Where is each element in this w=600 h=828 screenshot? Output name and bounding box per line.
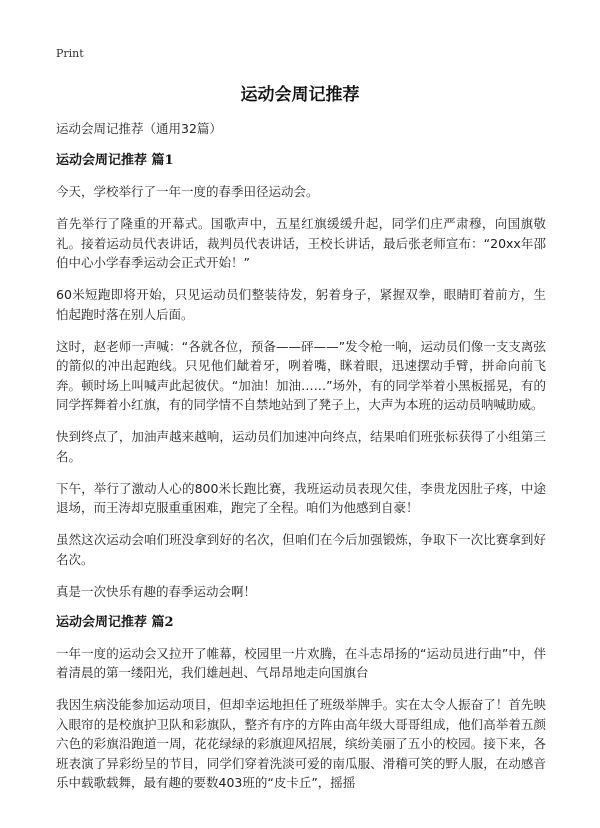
page-title: 运动会周记推荐 <box>240 85 360 105</box>
paragraph: 首先举行了隆重的开幕式。国歌声中，五星红旗缓缓升起，同学们庄严肃穆，向国旗敬礼。接着运动员代表讲话，裁判员代表讲话，王校长讲话，最后张老师宣布：“20xx年邵伯中心小学春季运动会正式开始！” <box>56 216 546 270</box>
paragraph: 真是一次快乐有趣的春季运动会啊！ <box>56 583 257 599</box>
paragraph: 虽然这次运动会咱们班没拿到好的名次，但咱们在今后加强锻炼，争取下一次比赛拿到好名次。 <box>56 532 546 567</box>
paragraph: 我因生病没能参加运动项目，但却幸运地担任了班级举牌手。实在太令人振奋了！首先映入眼帘的是校旗护卫队和彩旗队，整齐有序的方阵由高年级大哥哥组成，他们高举着五颜六色的彩旗沿跑道一周，花花绿绿的彩旗迎风招展，缤纷美丽了五小的校园。接下来，各班表演了异彩纷呈的节目，同学们穿着洗淡可爱的南瓜服、滑稽可笑的野人服，在动感音乐中载歌载舞，最有趣的要数403班的“皮卡丘”，摇摇 <box>56 697 546 790</box>
paragraph: 下午，举行了激动人心的800米长跑比赛，我班运动员表现欠佳，李贵龙因肚子疼，中途退场，而王涛却克服重重困难，跑完了全程。咱们为他感到自豪！ <box>56 480 546 515</box>
paragraph: 60米短跑即将开始，只见运动员们整装待发，躬着身子，紧握双拳，眼睛盯着前方，生怕起跑时落在别人后面。 <box>56 287 546 322</box>
section-heading-2: 运动会周记推荐 篇2 <box>56 614 174 630</box>
article-subtitle: 运动会周记推荐（通用32篇） <box>56 121 222 136</box>
paragraph: 一年一度的运动会又拉开了帷幕，校园里一片欢腾，在斗志昂扬的“运动员进行曲”中，伴着清晨的第一缕阳光，我们雄赳赳、气昂昂地走向国旗台 <box>56 645 546 680</box>
paragraph: 快到终点了，加油声越来越响，运动员们加速冲向终点，结果咱们班张标获得了小组第三名。 <box>56 429 546 464</box>
paragraph: 今天，学校举行了一年一度的春季田径运动会。 <box>56 184 319 199</box>
print-link[interactable]: Print <box>56 47 84 60</box>
section-heading-1: 运动会周记推荐 篇1 <box>56 153 174 168</box>
paragraph: 这时，赵老师一声喊：“各就各位，预备——砰——”发令枪一响，运动员们像一支支离弦的箭似的冲出起跑线。只见他们龇着牙，咧着嘴，眯着眼，迅速摆动手臂，拼命向前飞奔。顿时场上叫喊声此起彼伏。“加油！加油……”场外，有的同学举着小黑板摇晃，有的同学挥舞着小红旗，有的同学情不自禁地站到了凳子上，大声为本班的运动员呐喊助威。 <box>56 338 546 412</box>
article-body <box>56 120 546 805</box>
